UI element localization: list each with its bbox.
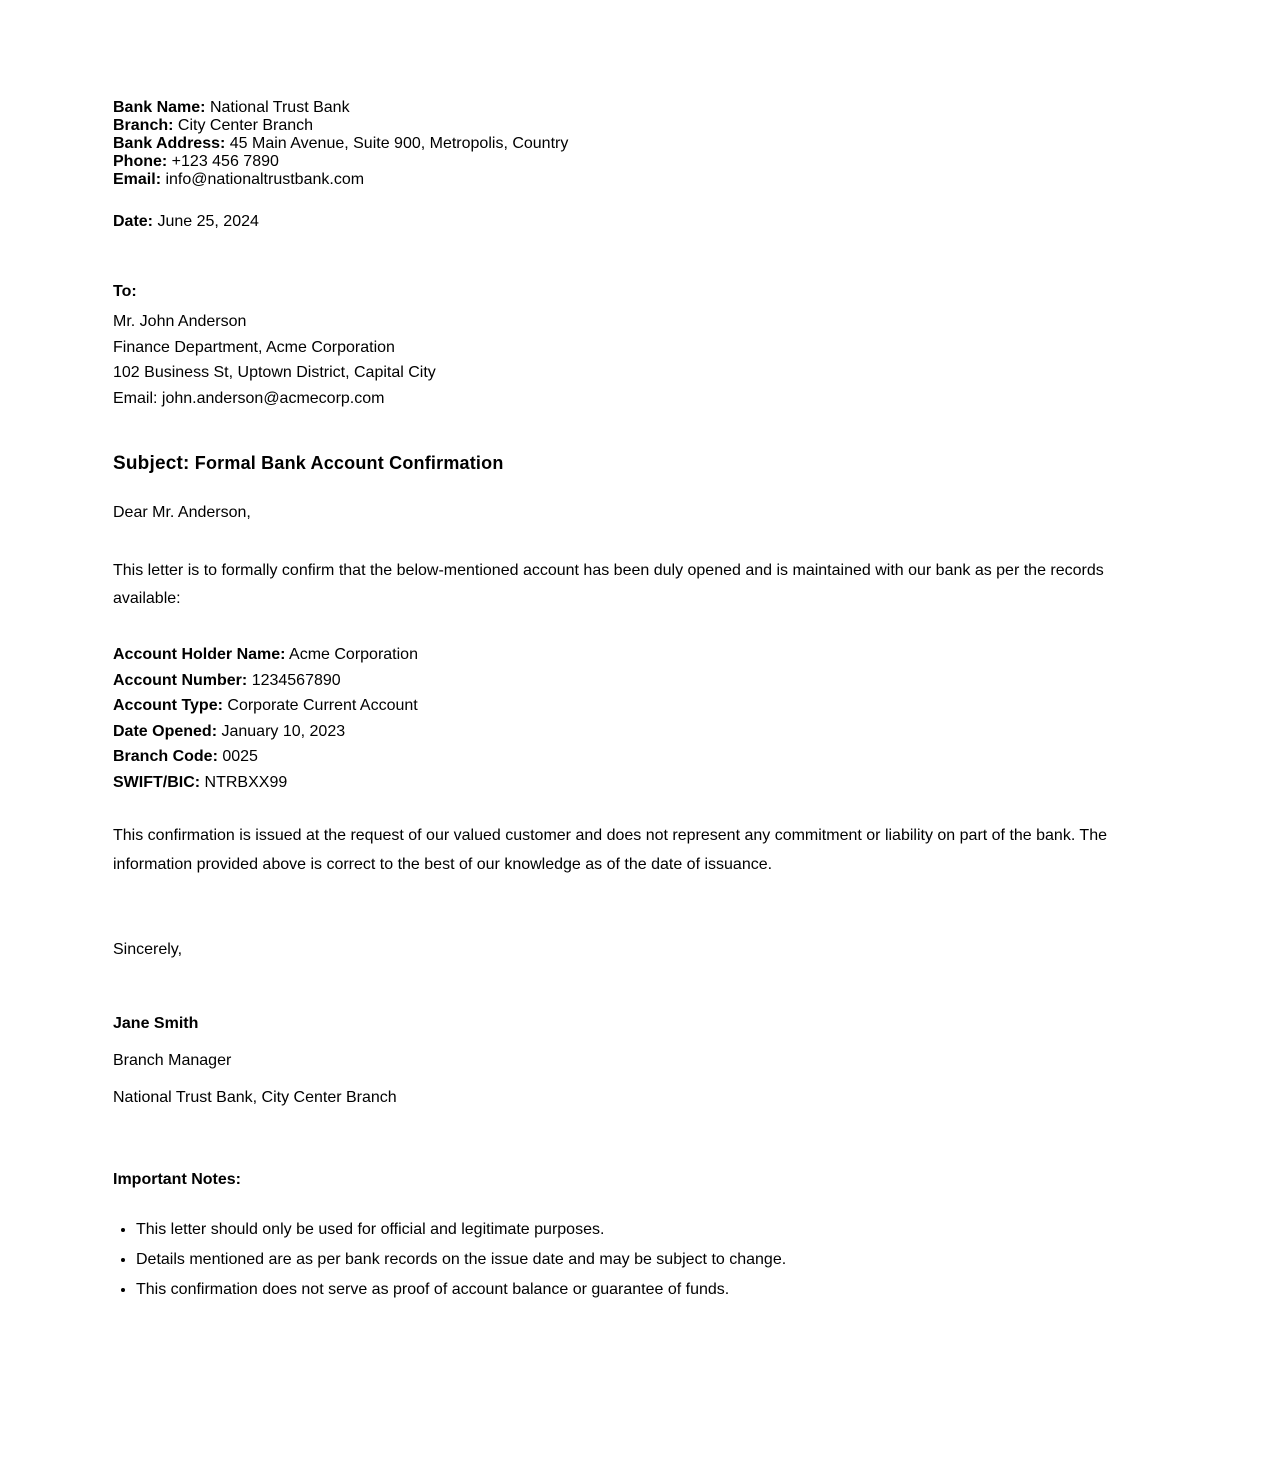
bank-address-value: 45 Main Avenue, Suite 900, Metropolis, Country — [229, 135, 569, 152]
recipient-email: Email: john.anderson@acmecorp.com — [113, 389, 385, 407]
bank-branch-value: City Center Branch — [177, 117, 314, 134]
bank-phone-value: +123 456 7890 — [171, 153, 279, 170]
intro-paragraph: This letter is to formally confirm that the below-mentioned account has been duly opened and is maintained with our bank as per the records available: — [113, 562, 1104, 607]
date-label: Date: — [113, 213, 154, 230]
subject-text: Formal Bank Account Confirmation — [194, 453, 504, 473]
notes-heading: Important Notes: — [113, 1170, 241, 1188]
disclaimer-paragraph: This confirmation is issued at the request of our valued customer and does not represent any commitment or liability on part of the bank. The information provided above is correct to the best of our knowledge as of the date of issuance. — [113, 826, 1107, 873]
bank-phone-label: Phone: — [113, 153, 168, 170]
bank-address-line — [113, 135, 1123, 153]
bank-email-label: Email: — [113, 171, 162, 188]
account-detail-row — [113, 693, 1123, 719]
bank-phone-line — [113, 153, 1123, 171]
list-item: • This confirmation does not serve as proof of account balance or guarantee of funds. — [136, 1275, 1123, 1305]
account-detail-label: Account Number: — [113, 671, 248, 689]
account-detail-row — [113, 719, 1123, 745]
account-detail-value: 0025 — [222, 748, 258, 766]
signer-title: Branch Manager — [113, 1051, 232, 1069]
letter-page — [113, 99, 1123, 1305]
bank-email-line — [113, 171, 1123, 189]
closing: Sincerely, — [113, 940, 183, 958]
bank-name-label: Bank Name: — [113, 99, 206, 116]
signer-organization: National Trust Bank, City Center Branch — [113, 1088, 397, 1106]
notes-list — [113, 1215, 1123, 1305]
list-item: • This letter should only be used for official and legitimate purposes. — [136, 1215, 1123, 1245]
account-detail-row — [113, 642, 1123, 668]
account-detail-label: Account Holder Name: — [113, 646, 286, 663]
account-detail-label: Date Opened: — [113, 722, 218, 740]
account-details — [113, 642, 1123, 796]
recipient-address: 102 Business St, Uptown District, Capital City — [113, 364, 436, 381]
account-detail-value: 1234567890 — [251, 671, 341, 689]
recipient-department: Finance Department, Acme Corporation — [113, 338, 395, 356]
signer-name: Jane Smith — [113, 1014, 199, 1032]
account-detail-value: Acme Corporation — [289, 646, 418, 663]
recipient-name: Mr. John Anderson — [113, 313, 247, 330]
date-value: June 25, 2024 — [157, 213, 259, 230]
account-detail-value: NTRBXX99 — [204, 773, 288, 791]
bank-branch-label: Branch: — [113, 117, 174, 134]
subject-label: Subject: — [113, 453, 190, 474]
account-detail-row — [113, 668, 1123, 694]
account-detail-label: Account Type: — [113, 697, 223, 715]
bank-name-value: National Trust Bank — [209, 99, 350, 116]
recipient-block — [113, 283, 1123, 411]
bank-branch-line — [113, 117, 1123, 135]
account-detail-row — [113, 744, 1123, 770]
letter-date — [113, 213, 1123, 231]
greeting: Dear Mr. Anderson, — [113, 504, 251, 521]
account-detail-row — [113, 770, 1123, 796]
account-detail-value: Corporate Current Account — [227, 697, 418, 715]
account-detail-label: SWIFT/BIC: — [113, 773, 201, 791]
subject-line — [113, 451, 1123, 476]
account-detail-value: January 10, 2023 — [221, 722, 346, 740]
bank-email-value: info@nationaltrustbank.com — [165, 171, 365, 188]
bank-name-line — [113, 99, 1123, 117]
account-detail-label: Branch Code: — [113, 748, 218, 766]
bank-info — [113, 99, 1123, 189]
recipient-label: To: — [113, 283, 137, 300]
list-item: • Details mentioned are as per bank records on the issue date and may be subject to change. — [136, 1245, 1123, 1275]
bank-address-label: Bank Address: — [113, 135, 226, 152]
